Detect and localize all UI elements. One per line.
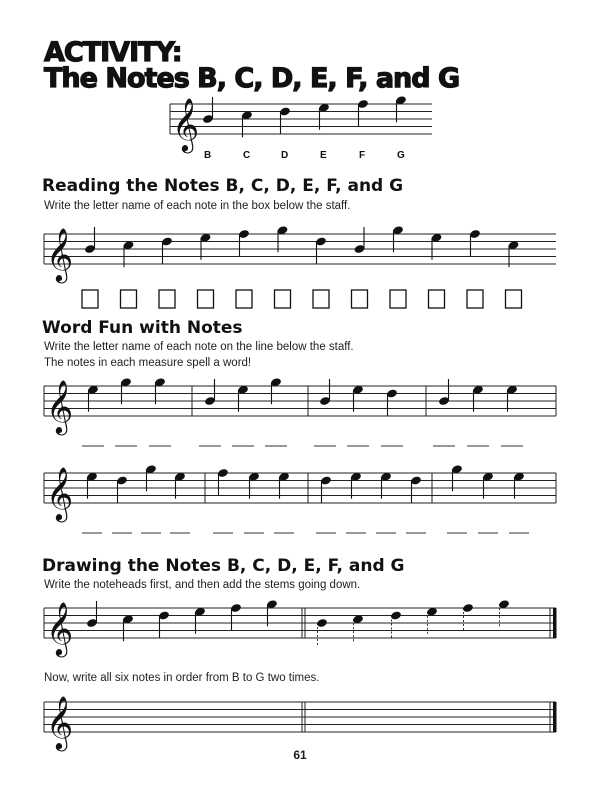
drawing-staff xyxy=(0,590,600,670)
reading-heading: Reading the Notes B, C, D, E, F, and G xyxy=(42,176,404,196)
answer-box xyxy=(82,290,98,308)
word-fun-staff-2 xyxy=(0,455,600,545)
page-title: The Notes B, C, D, E, F, and G xyxy=(44,63,460,94)
note-label-c: C xyxy=(243,150,251,161)
treble-clef-icon: 𝄞 xyxy=(46,601,74,655)
word-fun-instruction: Write the letter name of each note on the line below the staff. The notes in each measure spell a word! xyxy=(44,341,354,369)
note-label-f: F xyxy=(359,150,366,161)
reading-instruction: Write the letter name of each note in the box below the staff. xyxy=(44,200,351,212)
reading-staff xyxy=(0,212,600,322)
treble-clef-icon: 𝄞 xyxy=(46,379,74,433)
treble-clef-icon: 𝄞 xyxy=(46,466,74,520)
answer-box xyxy=(429,290,445,308)
note-label-b: B xyxy=(204,150,212,161)
notehead-d xyxy=(390,610,402,620)
order-instruction: Now, write all six notes in order from B to G two times. xyxy=(44,672,320,684)
activity-label: ACTIVITY: xyxy=(44,37,182,68)
intro-staff xyxy=(0,86,600,156)
answer-box xyxy=(198,290,214,308)
answer-box xyxy=(121,290,137,308)
page-number: 61 xyxy=(293,748,307,762)
answer-box xyxy=(506,290,522,308)
word-fun-heading: Word Fun with Notes xyxy=(42,318,243,338)
answer-box xyxy=(313,290,329,308)
note-label-d: D xyxy=(281,150,289,161)
answer-box xyxy=(275,290,291,308)
drawing-instruction: Write the noteheads first, and then add the stems going down. xyxy=(44,579,361,591)
note-label-g: G xyxy=(397,150,405,161)
notehead-f xyxy=(462,603,474,613)
treble-clef-icon: 𝄞 xyxy=(172,97,200,151)
answer-box xyxy=(390,290,406,308)
drawing-heading: Drawing the Notes B, C, D, E, F, and G xyxy=(42,556,405,576)
word-fun-staff-1 xyxy=(0,368,600,458)
notehead-b xyxy=(316,618,328,628)
final-barline-thick xyxy=(553,608,557,638)
answer-box xyxy=(159,290,175,308)
answer-box xyxy=(236,290,252,308)
treble-clef-icon: 𝄞 xyxy=(46,227,74,281)
final-barline-thick xyxy=(553,702,557,732)
answer-box xyxy=(352,290,368,308)
note-label-e: E xyxy=(320,150,327,161)
answer-box xyxy=(467,290,483,308)
treble-clef-icon: 𝄞 xyxy=(46,695,74,749)
